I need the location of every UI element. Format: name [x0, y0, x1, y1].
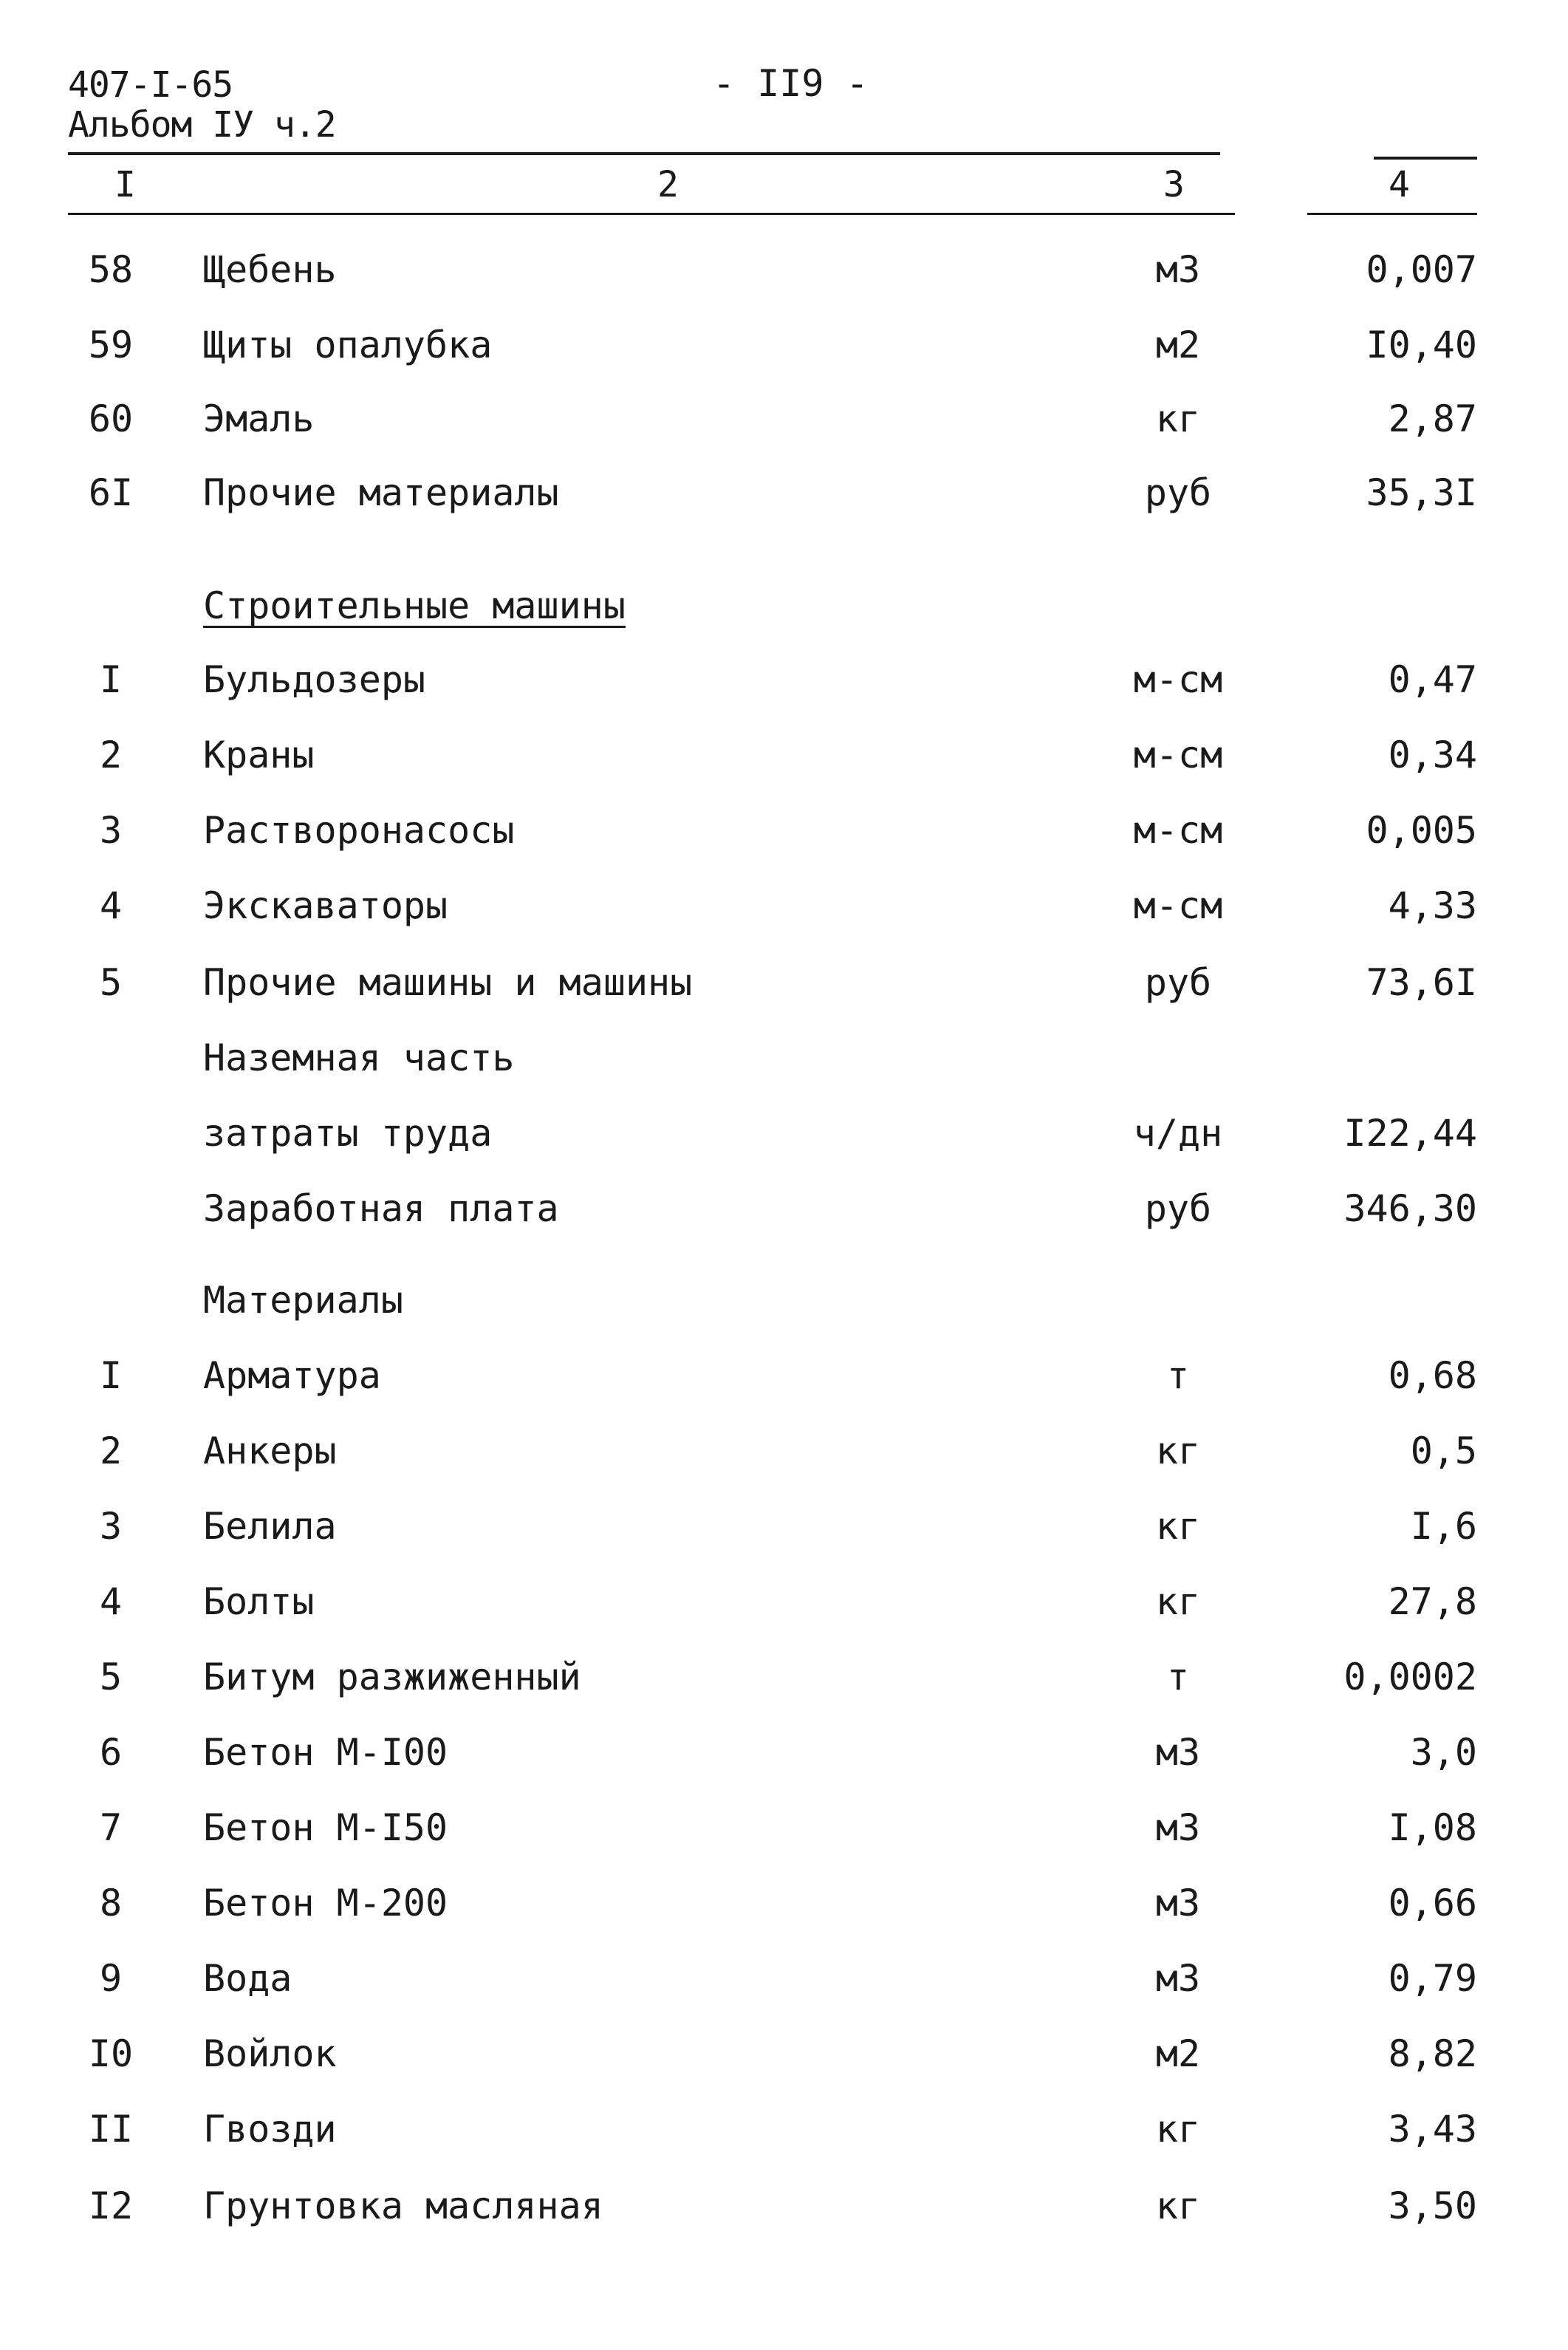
table-row — [0, 2176, 1568, 2235]
table-row — [0, 1572, 1568, 1631]
row-name: Болты — [203, 1580, 315, 1623]
table-row — [0, 1104, 1568, 1163]
row-name: Анкеры — [203, 1430, 337, 1472]
row-name: Экскаваторы — [203, 884, 448, 927]
row-name: Бетон М-I00 — [203, 1731, 448, 1774]
row-name: Прочие материалы — [203, 471, 559, 514]
table-row — [0, 876, 1568, 935]
row-quantity: I0,40 — [1366, 324, 1477, 366]
row-unit: кг — [1155, 1505, 1201, 1548]
album-label: Альбом IУ ч.2 — [68, 104, 336, 146]
row-quantity: I22,44 — [1343, 1112, 1477, 1155]
row-number: 58 — [88, 248, 134, 291]
table-row — [0, 240, 1568, 299]
row-unit: м2 — [1155, 2032, 1201, 2075]
table-row — [0, 1179, 1568, 1238]
row-quantity: 2,87 — [1388, 397, 1477, 440]
table-row — [0, 1647, 1568, 1707]
row-unit: руб — [1144, 961, 1212, 1004]
table-row — [0, 650, 1568, 709]
row-quantity: 0,0002 — [1343, 1656, 1477, 1698]
page-number: - II9 - — [713, 62, 869, 105]
table-row — [0, 1421, 1568, 1480]
row-number: 6I — [88, 471, 134, 514]
row-number: 2 — [99, 734, 123, 776]
row-number: 6 — [99, 1731, 123, 1774]
row-quantity: 27,8 — [1388, 1580, 1477, 1623]
row-number: 5 — [99, 1656, 123, 1698]
row-quantity: 3,43 — [1388, 2108, 1477, 2151]
table-row — [0, 1346, 1568, 1405]
table-row — [0, 1497, 1568, 1556]
row-unit: м-см — [1133, 884, 1223, 927]
row-quantity: 0,79 — [1388, 1957, 1477, 2000]
column-header-1: I — [114, 164, 136, 205]
row-quantity: 0,5 — [1410, 1430, 1477, 1472]
column-header-2: 2 — [657, 164, 679, 205]
row-unit: руб — [1144, 471, 1212, 514]
row-quantity: 4,33 — [1388, 884, 1477, 927]
row-quantity: 0,007 — [1366, 248, 1477, 291]
table-row — [0, 463, 1568, 522]
table-row — [0, 2100, 1568, 2159]
table-row — [0, 1723, 1568, 1782]
row-unit: руб — [1144, 1187, 1212, 1230]
row-quantity: 8,82 — [1388, 2032, 1477, 2075]
row-number: 4 — [99, 884, 123, 927]
row-number: 4 — [99, 1580, 123, 1623]
row-number: 60 — [88, 397, 134, 440]
row-unit: м-см — [1133, 734, 1223, 776]
row-unit: м3 — [1155, 1957, 1201, 2000]
table-row — [0, 953, 1568, 1012]
row-unit: кг — [1155, 1430, 1201, 1472]
row-number: 5 — [99, 961, 123, 1004]
column-header-rule-left — [68, 213, 1235, 215]
row-quantity: 0,68 — [1388, 1354, 1477, 1397]
row-number: I — [99, 658, 123, 701]
row-quantity: I,08 — [1388, 1806, 1477, 1849]
row-name: Щебень — [203, 248, 337, 291]
header-rule-left — [68, 152, 1220, 155]
table-row — [0, 2024, 1568, 2083]
row-name: Щиты опалубка — [203, 324, 493, 366]
column-header-4: 4 — [1389, 164, 1410, 205]
row-name: Бетон М-I50 — [203, 1806, 448, 1849]
row-name: Краны — [203, 734, 315, 776]
row-name: Прочие машины и машины — [203, 961, 693, 1004]
row-name: Бульдозеры — [203, 658, 426, 701]
row-quantity: 3,0 — [1410, 1731, 1477, 1774]
row-number: 7 — [99, 1806, 123, 1849]
table-row — [0, 1949, 1568, 2008]
row-unit: кг — [1155, 1580, 1201, 1623]
row-name: Растворонасосы — [203, 809, 515, 852]
row-name: Бетон М-200 — [203, 1882, 448, 1924]
row-unit: м-см — [1133, 658, 1223, 701]
doc-code: 407-I-65 — [68, 64, 233, 106]
header-rule-right — [1374, 157, 1477, 160]
row-unit: кг — [1155, 2108, 1201, 2151]
row-quantity: 0,005 — [1366, 809, 1477, 852]
row-number: 9 — [99, 1957, 123, 2000]
row-unit: м3 — [1155, 248, 1201, 291]
row-name: Битум разжиженный — [203, 1656, 581, 1698]
row-unit: м3 — [1155, 1731, 1201, 1774]
row-name: Арматура — [203, 1354, 381, 1397]
row-name: Заработная плата — [203, 1187, 559, 1230]
row-name: Эмаль — [203, 397, 315, 440]
row-name: Наземная часть — [203, 1036, 515, 1079]
row-number: 8 — [99, 1882, 123, 1924]
row-unit: т — [1166, 1354, 1190, 1397]
row-unit: м3 — [1155, 1882, 1201, 1924]
document-header — [68, 65, 336, 145]
row-number: 59 — [88, 324, 134, 366]
row-number: 3 — [99, 809, 123, 852]
row-number: 2 — [99, 1430, 123, 1472]
table-row — [0, 315, 1568, 375]
table-row — [0, 1798, 1568, 1857]
section-heading: Материалы — [203, 1279, 403, 1322]
row-number: I0 — [88, 2032, 134, 2075]
row-quantity: I,6 — [1410, 1505, 1477, 1548]
row-unit: ч/дн — [1133, 1112, 1223, 1155]
row-number: II — [88, 2108, 134, 2151]
row-quantity: 0,47 — [1388, 658, 1477, 701]
table-row — [0, 801, 1568, 860]
row-quantity: 35,3I — [1366, 471, 1477, 514]
table-row — [0, 1873, 1568, 1933]
row-quantity: 0,34 — [1388, 734, 1477, 776]
row-unit: м2 — [1155, 324, 1201, 366]
section-heading: Строительные машины — [203, 584, 626, 627]
row-number: I — [99, 1354, 123, 1397]
row-unit: кг — [1155, 2185, 1201, 2227]
row-name: Вода — [203, 1957, 292, 2000]
row-name: Гвозди — [203, 2108, 337, 2151]
row-quantity: 0,66 — [1388, 1882, 1477, 1924]
section-heading-row — [0, 576, 1568, 635]
table-row — [0, 1028, 1568, 1087]
row-name: затраты труда — [203, 1112, 493, 1155]
column-header-rule-right — [1307, 213, 1477, 215]
row-quantity: 73,6I — [1366, 961, 1477, 1004]
row-quantity: 346,30 — [1343, 1187, 1477, 1230]
row-unit: м-см — [1133, 809, 1223, 852]
row-name: Белила — [203, 1505, 337, 1548]
row-name: Грунтовка масляная — [203, 2185, 603, 2227]
column-header-3: 3 — [1163, 164, 1185, 205]
section-heading-row — [0, 1271, 1568, 1330]
row-unit: кг — [1155, 397, 1201, 440]
row-number: 3 — [99, 1505, 123, 1548]
row-number: I2 — [88, 2185, 134, 2227]
row-name: Войлок — [203, 2032, 337, 2075]
row-quantity: 3,50 — [1388, 2185, 1477, 2227]
row-unit: м3 — [1155, 1806, 1201, 1849]
table-row — [0, 725, 1568, 785]
table-row — [0, 389, 1568, 448]
row-unit: т — [1166, 1656, 1190, 1698]
